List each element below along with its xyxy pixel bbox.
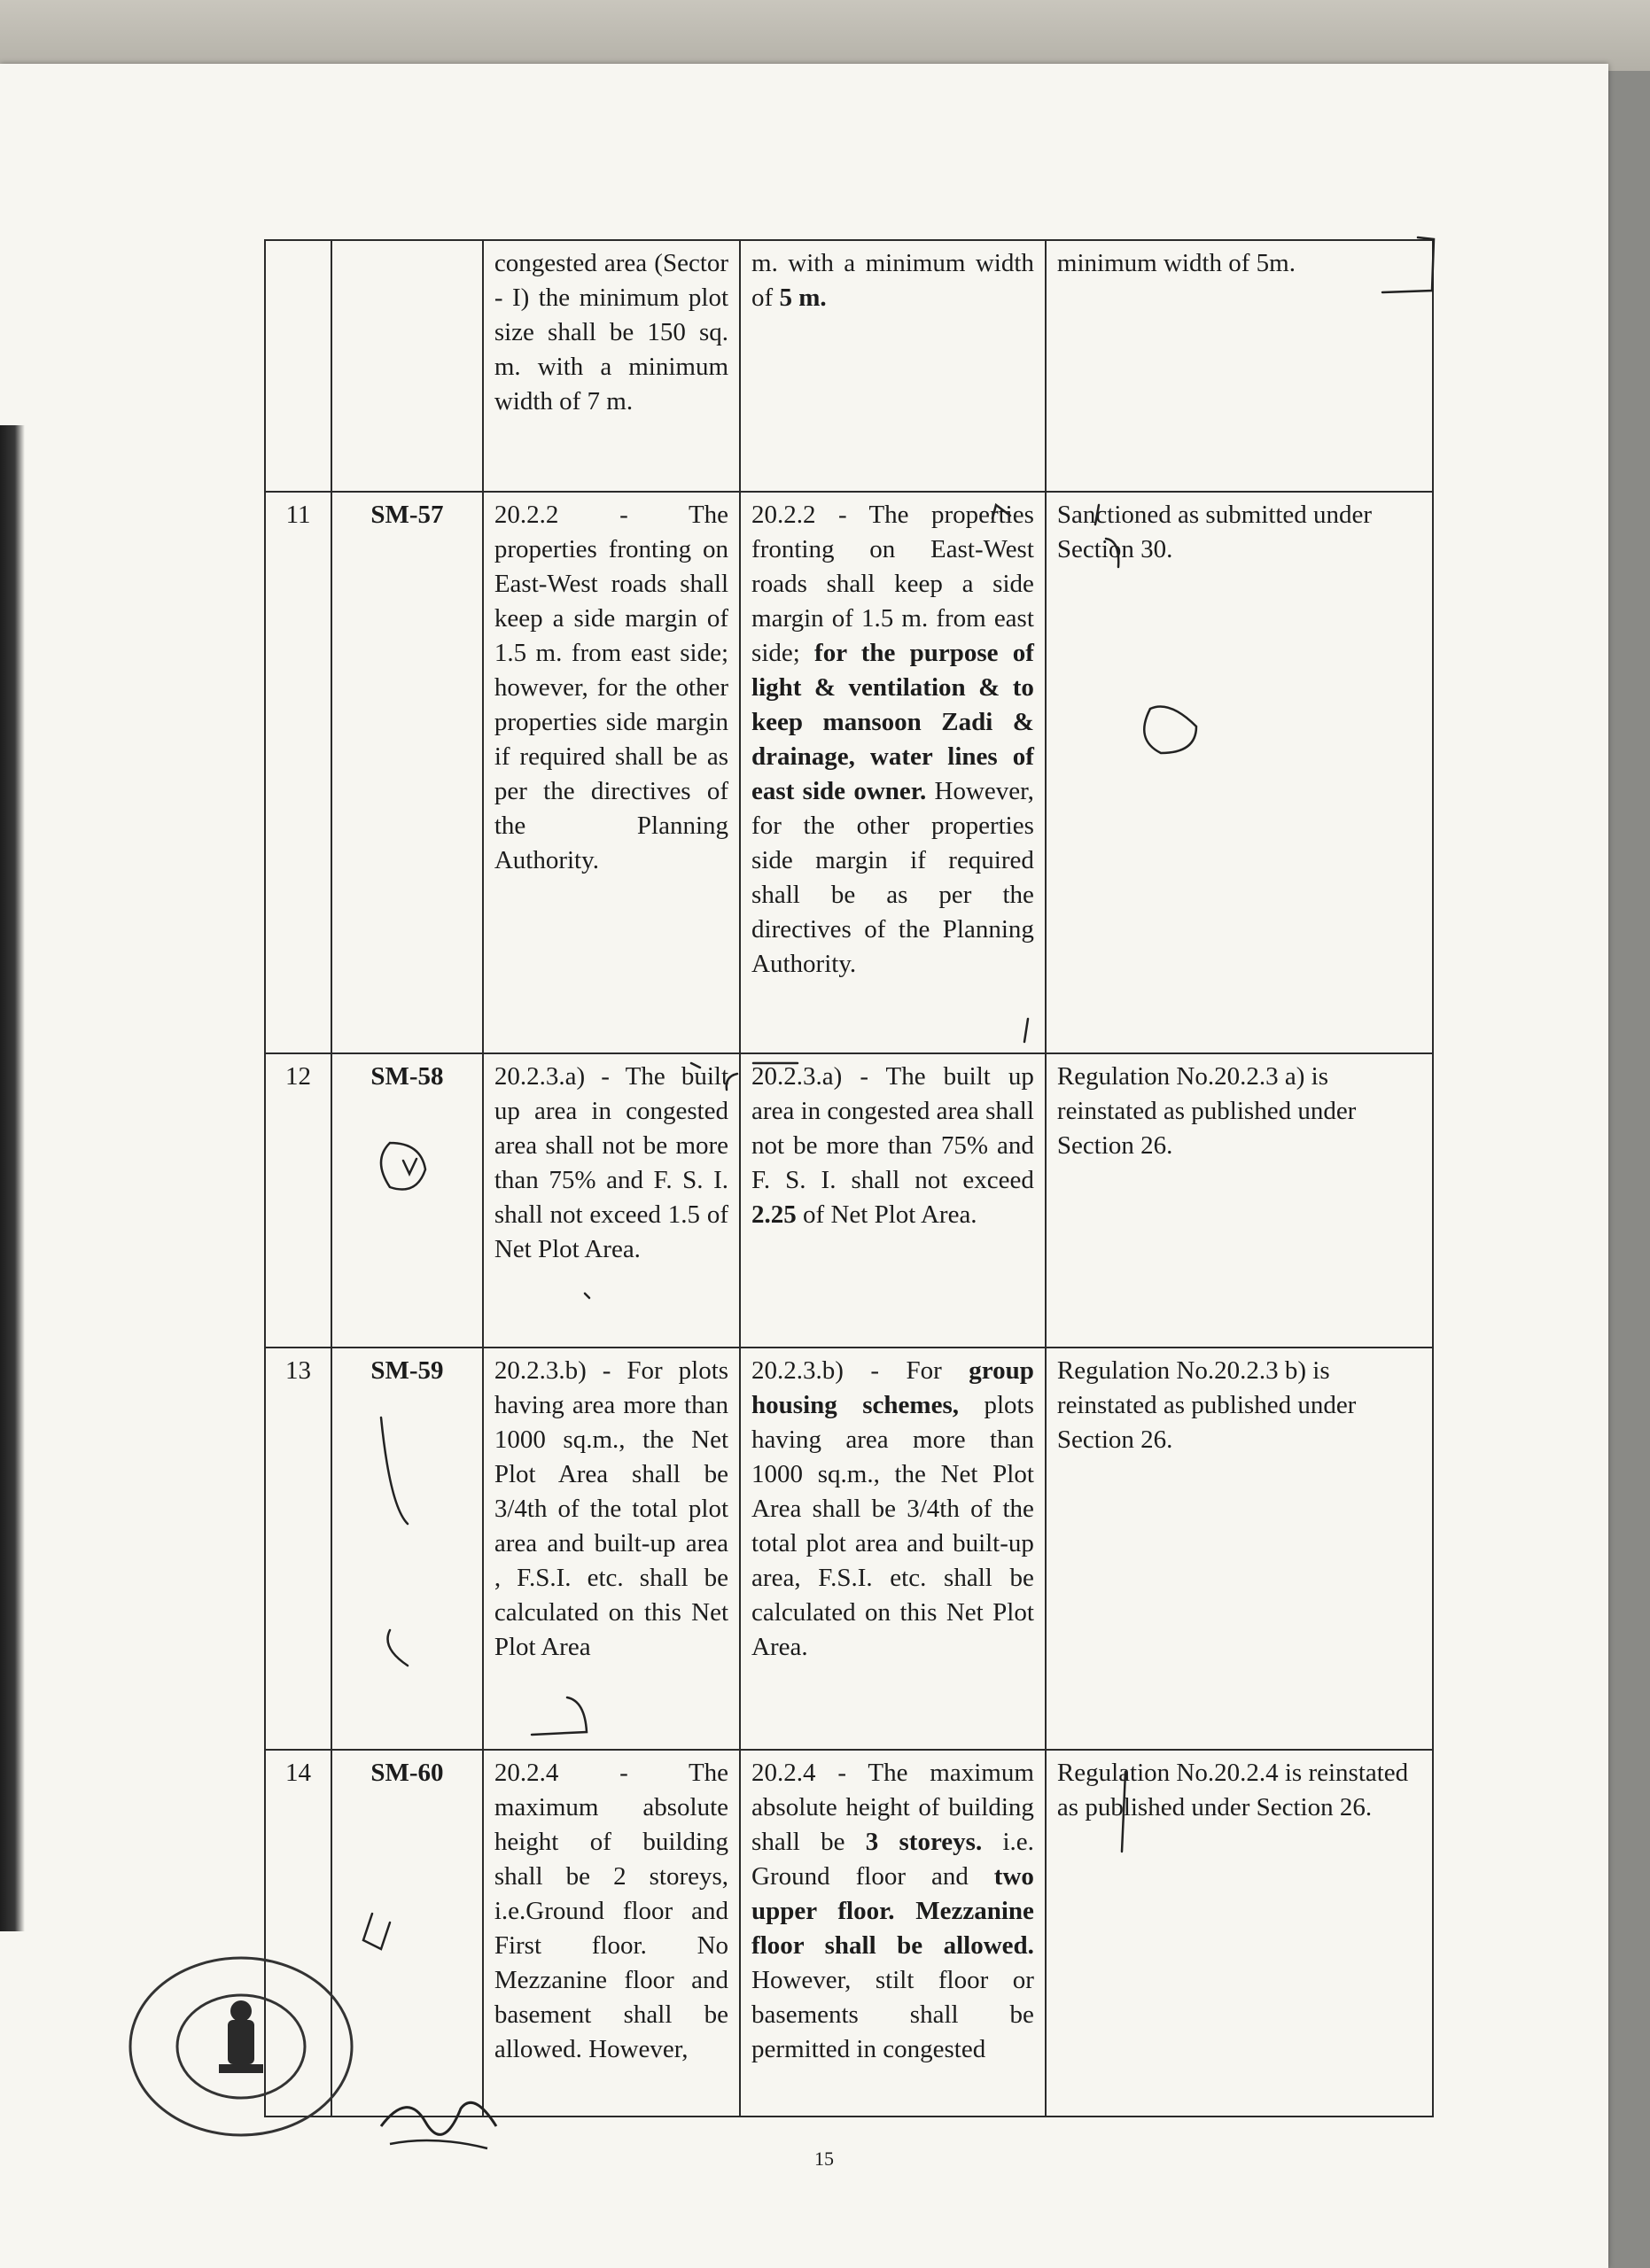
submitted-text: 20.2.2 - The properties fronting on East-West roads shall keep a side margin of 1.5 m. from east side; for the purpose of light & ventilation & to keep mansoon Zadi & drainage, water lines of east side owner. However, for the other properties side margin if required shall be as per the directives of the Planning Authority. xyxy=(740,492,1046,1053)
sm-code: SM-59 xyxy=(331,1348,483,1750)
sm-code: SM-60 xyxy=(331,1750,483,2117)
published-text: 20.2.3.a) - The built up area in congested area shall not be more than 75% and F. S. I. shall not exceed 1.5 of Net Plot Area. xyxy=(483,1053,740,1348)
row-number: 12 xyxy=(265,1053,331,1348)
scan-edge-shadow xyxy=(0,425,25,1931)
table-row xyxy=(265,492,1433,1053)
table-row xyxy=(265,240,1433,492)
official-seal xyxy=(117,1940,365,2153)
published-text: 20.2.3.b) - For plots having area more than 1000 sq.m., the Net Plot Area shall be 3/4th of the total plot area and built-up area , F.S.I. etc. shall be calculated on this Net Plot Area xyxy=(483,1348,740,1750)
table-row xyxy=(265,1053,1433,1348)
signature xyxy=(372,2073,505,2162)
regulation-table xyxy=(264,239,1434,2117)
submitted-text: m. with a minimum width of 5 m. xyxy=(740,240,1046,492)
page-number: 15 xyxy=(814,2148,834,2170)
submitted-text: 20.2.3.b) - For group housing schemes, plots having area more than 1000 sq.m., the Net Plot Area shall be 3/4th of the total plot area and built-up area, F.S.I. etc. shall be calculated on this Net Plot Area. xyxy=(740,1348,1046,1750)
remarks-text: minimum width of 5m. xyxy=(1046,240,1433,492)
remarks-text: Sanctioned as submitted under Section 30. xyxy=(1046,492,1433,1053)
published-text: 20.2.2 - The properties fronting on East-West roads shall keep a side margin of 1.5 m. from east side; however, for the other properties side margin if required shall be as per the directives of the Planning Authority. xyxy=(483,492,740,1053)
sm-code: SM-57 xyxy=(331,492,483,1053)
row-number: 14 xyxy=(265,1750,331,2117)
published-text: 20.2.4 - The maximum absolute height of building shall be 2 storeys, i.e.Ground floor and First floor. No Mezzanine floor and basement shall be allowed. However, xyxy=(483,1750,740,2117)
scan-background-top xyxy=(0,0,1650,71)
sm-code xyxy=(331,240,483,492)
row-number: 13 xyxy=(265,1348,331,1750)
published-text: congested area (Sector - I) the minimum plot size shall be 150 sq. m. with a minimum width of 7 m. xyxy=(483,240,740,492)
submitted-text: 20.2.4 - The maximum absolute height of building shall be 3 storeys. i.e. Ground floor and two upper floor. Mezzanine floor shall be allowed. However, stilt floor or basements shall be permitted in congested xyxy=(740,1750,1046,2117)
remarks-text: Regulation No.20.2.3 a) is reinstated as published under Section 26. xyxy=(1046,1053,1433,1348)
remarks-text: Regulation No.20.2.4 is reinstated as published under Section 26. xyxy=(1046,1750,1433,2117)
row-number: 11 xyxy=(265,492,331,1053)
submitted-text: 20.2.3.a) - The built up area in congested area shall not be more than 75% and F. S. I. shall not exceed 2.25 of Net Plot Area. xyxy=(740,1053,1046,1348)
sm-code: SM-58 xyxy=(331,1053,483,1348)
row-number xyxy=(265,240,331,492)
table-row xyxy=(265,1348,1433,1750)
remarks-text: Regulation No.20.2.3 b) is reinstated as published under Section 26. xyxy=(1046,1348,1433,1750)
table-row xyxy=(265,1750,1433,2117)
